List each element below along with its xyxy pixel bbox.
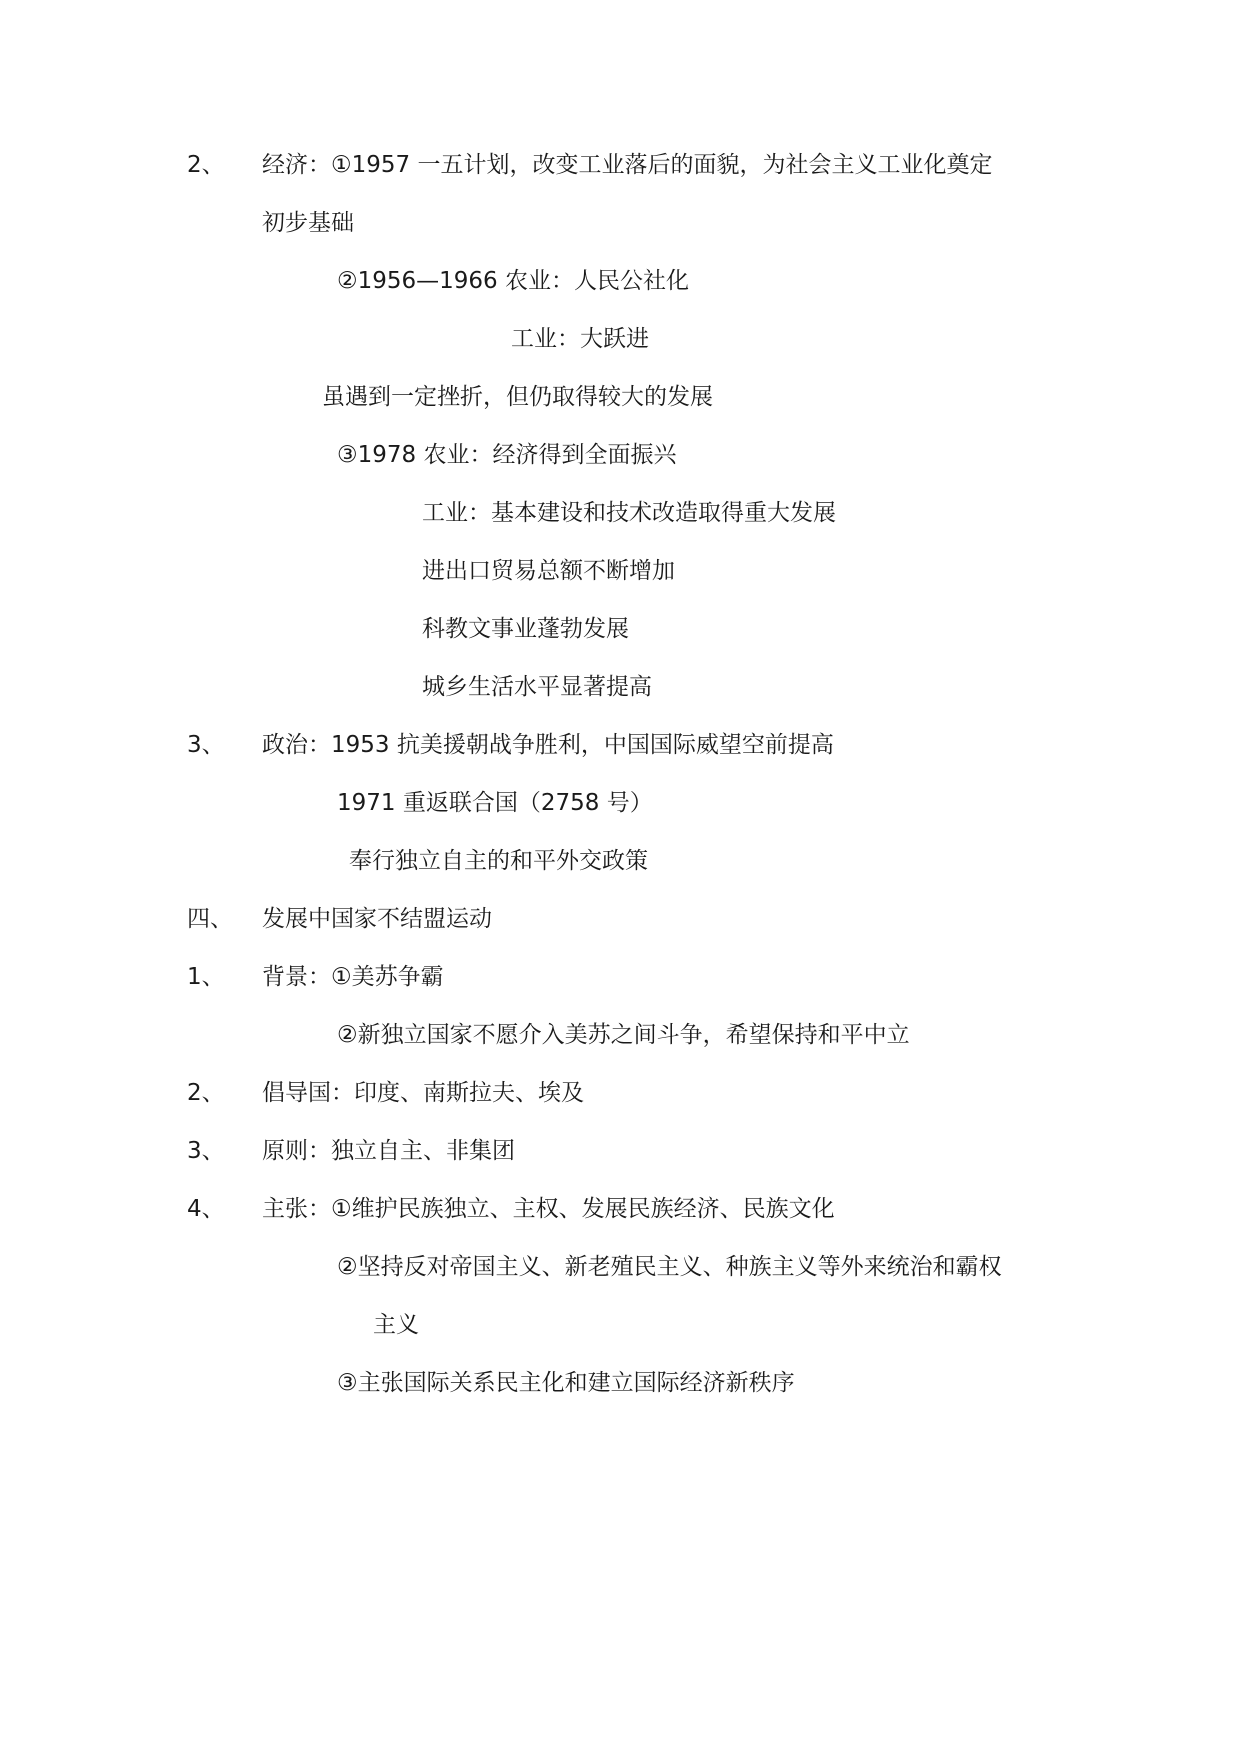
- doc-line: ③1978 农业：经济得到全面振兴: [337, 442, 677, 468]
- doc-line: ③主张国际关系民主化和建立国际经济新秩序: [337, 1370, 795, 1396]
- doc-line: 1971 重返联合国（2758 号）: [337, 790, 653, 816]
- line-number: 2、: [187, 1080, 225, 1106]
- line-number: 1、: [187, 964, 225, 990]
- doc-line: 奉行独立自主的和平外交政策: [349, 848, 648, 874]
- line-text: 背景：①美苏争霸: [262, 964, 444, 990]
- doc-line: 城乡生活水平显著提高: [422, 674, 652, 700]
- doc-line: 虽遇到一定挫折，但仍取得较大的发展: [322, 384, 713, 410]
- line-number: 3、: [187, 1138, 225, 1164]
- line-number: 3、: [187, 732, 225, 758]
- line-text: 政治：1953 抗美援朝战争胜利，中国国际威望空前提高: [262, 732, 834, 758]
- doc-line: ②坚持反对帝国主义、新老殖民主义、种族主义等外来统治和霸权: [337, 1254, 1002, 1280]
- line-text: 主张：①维护民族独立、主权、发展民族经济、民族文化: [262, 1196, 835, 1222]
- doc-line: ②新独立国家不愿介入美苏之间斗争，希望保持和平中立: [337, 1022, 910, 1048]
- line-number: 4、: [187, 1196, 225, 1222]
- line-text: 经济：①1957 一五计划，改变工业落后的面貌，为社会主义工业化奠定: [262, 152, 993, 178]
- doc-line: 初步基础: [262, 210, 354, 236]
- doc-line: 科教文事业蓬勃发展: [422, 616, 629, 642]
- line-text: 倡导国：印度、南斯拉夫、埃及: [262, 1080, 584, 1106]
- line-text: 原则：独立自主、非集团: [262, 1138, 515, 1164]
- doc-line: 主义: [373, 1312, 419, 1338]
- doc-line: 工业：基本建设和技术改造取得重大发展: [422, 500, 836, 526]
- doc-line: 进出口贸易总额不断增加: [422, 558, 675, 584]
- doc-line: ②1956—1966 农业：人民公社化: [337, 268, 689, 294]
- line-text: 发展中国家不结盟运动: [262, 906, 492, 932]
- doc-line: 工业：大跃进: [511, 326, 649, 352]
- line-number: 四、: [187, 906, 233, 932]
- line-number: 2、: [187, 152, 225, 178]
